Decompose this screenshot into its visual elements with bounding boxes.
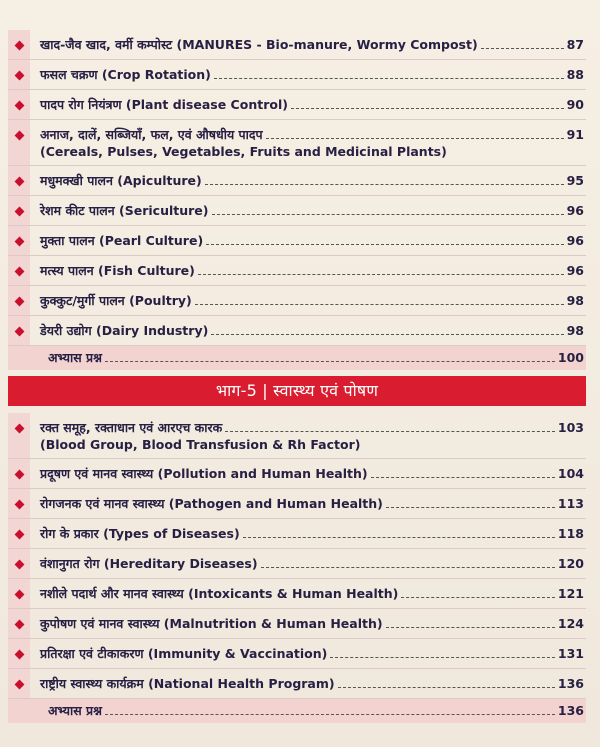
- toc-title: अभ्यास प्रश्न: [48, 703, 102, 718]
- toc-title: मत्स्य पालन (Fish Culture): [40, 263, 195, 278]
- bullet-column: [8, 286, 30, 315]
- toc-title: प्रतिरक्षा एवं टीकाकरण (Immunity & Vaccination): [40, 646, 328, 661]
- toc-page-number: 91: [566, 127, 584, 142]
- bullet-column: [8, 699, 30, 723]
- bullet-column: [8, 316, 30, 345]
- diamond-bullet-icon: [15, 41, 25, 51]
- dot-leader: [386, 507, 555, 508]
- toc-row[interactable]: [8, 316, 586, 346]
- bullet-column: [8, 519, 30, 548]
- diamond-bullet-icon: [15, 470, 25, 480]
- dot-leader: [206, 244, 563, 245]
- toc-title: रेशम कीट पालन (Sericulture): [40, 203, 209, 218]
- bullet-column: [8, 30, 30, 59]
- toc-row[interactable]: [8, 30, 586, 60]
- toc-page-number: 103: [557, 420, 584, 435]
- diamond-bullet-icon: [15, 530, 25, 540]
- toc-page-number: 136: [557, 676, 584, 691]
- toc-list-part-4: [8, 30, 586, 370]
- diamond-bullet-icon: [15, 297, 25, 307]
- dot-leader: [225, 431, 555, 432]
- bullet-column: [8, 669, 30, 698]
- toc-page-number: 96: [566, 263, 584, 278]
- diamond-bullet-icon: [15, 101, 25, 111]
- toc-title: वंशानुगत रोग (Hereditary Diseases): [40, 556, 258, 571]
- bullet-column: [8, 60, 30, 89]
- bullet-column: [8, 346, 30, 370]
- toc-page-number: 90: [566, 97, 584, 112]
- diamond-bullet-icon: [15, 590, 25, 600]
- toc-page-number: 96: [566, 203, 584, 218]
- diamond-bullet-icon: [15, 680, 25, 690]
- diamond-bullet-icon: [15, 327, 25, 337]
- bullet-column: [8, 196, 30, 225]
- toc-row[interactable]: [8, 413, 586, 459]
- diamond-bullet-icon: [15, 650, 25, 660]
- toc-page-number: 98: [566, 293, 584, 308]
- bullet-column: [8, 226, 30, 255]
- dot-leader: [261, 567, 555, 568]
- toc-row[interactable]: [8, 166, 586, 196]
- toc-page-number: 113: [557, 496, 584, 511]
- toc-title: कुपोषण एवं मानव स्वास्थ्य (Malnutrition & Human Health): [40, 616, 383, 631]
- bullet-column: [8, 256, 30, 285]
- dot-leader: [214, 78, 564, 79]
- toc-title: अभ्यास प्रश्न: [48, 350, 102, 365]
- bullet-column: [8, 609, 30, 638]
- dot-leader: [195, 304, 564, 305]
- toc-page-number: 124: [557, 616, 584, 631]
- toc-row[interactable]: [8, 639, 586, 669]
- toc-list-part-5: [8, 413, 586, 723]
- dot-leader: [291, 108, 564, 109]
- diamond-bullet-icon: [15, 560, 25, 570]
- bullet-column: [8, 90, 30, 119]
- toc-title: राष्ट्रीय स्वास्थ्य कार्यक्रम (National Health Program): [40, 676, 335, 691]
- toc-title: प्रदूषण एवं मानव स्वास्थ्य (Pollution and Human Health): [40, 466, 368, 481]
- practice-questions-row[interactable]: [8, 346, 586, 370]
- toc-row[interactable]: [8, 286, 586, 316]
- toc-row[interactable]: [8, 90, 586, 120]
- toc-title: रक्त समूह, रक्ताधान एवं आरएच कारक: [40, 420, 223, 435]
- toc-row[interactable]: [8, 669, 586, 699]
- dot-leader: [198, 274, 564, 275]
- bullet-column: [8, 549, 30, 578]
- toc-title: अनाज, दालें, सब्जियाँ, फल, एवं औषधीय पादप: [40, 127, 263, 142]
- toc-row[interactable]: [8, 489, 586, 519]
- toc-title: नशीले पदार्थ और मानव स्वास्थ्य (Intoxicants & Human Health): [40, 586, 399, 601]
- bullet-column: [8, 579, 30, 608]
- dot-leader: [386, 627, 555, 628]
- dot-leader: [211, 334, 563, 335]
- diamond-bullet-icon: [15, 424, 25, 434]
- toc-page-number: 87: [566, 37, 584, 52]
- toc-row[interactable]: [8, 226, 586, 256]
- toc-page-number: 120: [557, 556, 584, 571]
- toc-subtitle: (Cereals, Pulses, Vegetables, Fruits and Medicinal Plants): [40, 144, 447, 159]
- dot-leader: [243, 537, 555, 538]
- toc-page-number: 98: [566, 323, 584, 338]
- diamond-bullet-icon: [15, 131, 25, 141]
- toc-title: डेयरी उद्योग (Dairy Industry): [40, 323, 209, 338]
- toc-page-number: 100: [557, 350, 584, 365]
- toc-subtitle: (Blood Group, Blood Transfusion & Rh Factor): [40, 437, 361, 452]
- toc-title: रोगजनक एवं मानव स्वास्थ्य (Pathogen and Human Health): [40, 496, 383, 511]
- toc-page-number: 118: [557, 526, 584, 541]
- toc-title: खाद-जैव खाद, वर्मी कम्पोस्ट (MANURES - Bio-manure, Wormy Compost): [40, 37, 478, 52]
- toc-page-number: 95: [566, 173, 584, 188]
- toc-page-number: 121: [557, 586, 584, 601]
- bullet-column: [8, 489, 30, 518]
- toc-row[interactable]: [8, 549, 586, 579]
- dot-leader: [338, 687, 555, 688]
- toc-page-number: 136: [557, 703, 584, 718]
- toc-page-number: 131: [557, 646, 584, 661]
- dot-leader: [105, 714, 555, 715]
- dot-leader: [105, 361, 555, 362]
- toc-row[interactable]: [8, 609, 586, 639]
- toc-row[interactable]: [8, 459, 586, 489]
- dot-leader: [481, 48, 564, 49]
- toc-title: रोग के प्रकार (Types of Diseases): [40, 526, 240, 541]
- bullet-column: [8, 166, 30, 195]
- bullet-column: [8, 459, 30, 488]
- diamond-bullet-icon: [15, 207, 25, 217]
- toc-page-number: 104: [557, 466, 584, 481]
- dot-leader: [205, 184, 564, 185]
- dot-leader: [401, 597, 555, 598]
- bullet-column: [8, 413, 30, 458]
- dot-leader: [266, 138, 564, 139]
- toc-title: मधुमक्खी पालन (Apiculture): [40, 173, 202, 188]
- bullet-column: [8, 639, 30, 668]
- toc-row[interactable]: [8, 60, 586, 90]
- toc-row[interactable]: [8, 579, 586, 609]
- toc-title: फसल चक्रण (Crop Rotation): [40, 67, 211, 82]
- diamond-bullet-icon: [15, 71, 25, 81]
- diamond-bullet-icon: [15, 500, 25, 510]
- practice-questions-row[interactable]: [8, 699, 586, 723]
- diamond-bullet-icon: [15, 620, 25, 630]
- dot-leader: [371, 477, 555, 478]
- toc-page-number: 96: [566, 233, 584, 248]
- toc-title: कुक्कुट/मुर्गी पालन (Poultry): [40, 293, 192, 308]
- section-header-label: भाग-5 | स्वास्थ्य एवं पोषण: [215, 381, 379, 400]
- toc-row[interactable]: [8, 120, 586, 166]
- toc-row[interactable]: [8, 519, 586, 549]
- diamond-bullet-icon: [15, 237, 25, 247]
- section-header: [8, 376, 586, 406]
- dot-leader: [330, 657, 555, 658]
- bullet-column: [8, 120, 30, 165]
- toc-title: मुक्ता पालन (Pearl Culture): [40, 233, 204, 248]
- toc-row[interactable]: [8, 256, 586, 286]
- toc-page-number: 88: [566, 67, 584, 82]
- toc-title: पादप रोग नियंत्रण (Plant disease Control): [40, 97, 288, 112]
- dot-leader: [212, 214, 564, 215]
- diamond-bullet-icon: [15, 177, 25, 187]
- toc-row[interactable]: [8, 196, 586, 226]
- diamond-bullet-icon: [15, 267, 25, 277]
